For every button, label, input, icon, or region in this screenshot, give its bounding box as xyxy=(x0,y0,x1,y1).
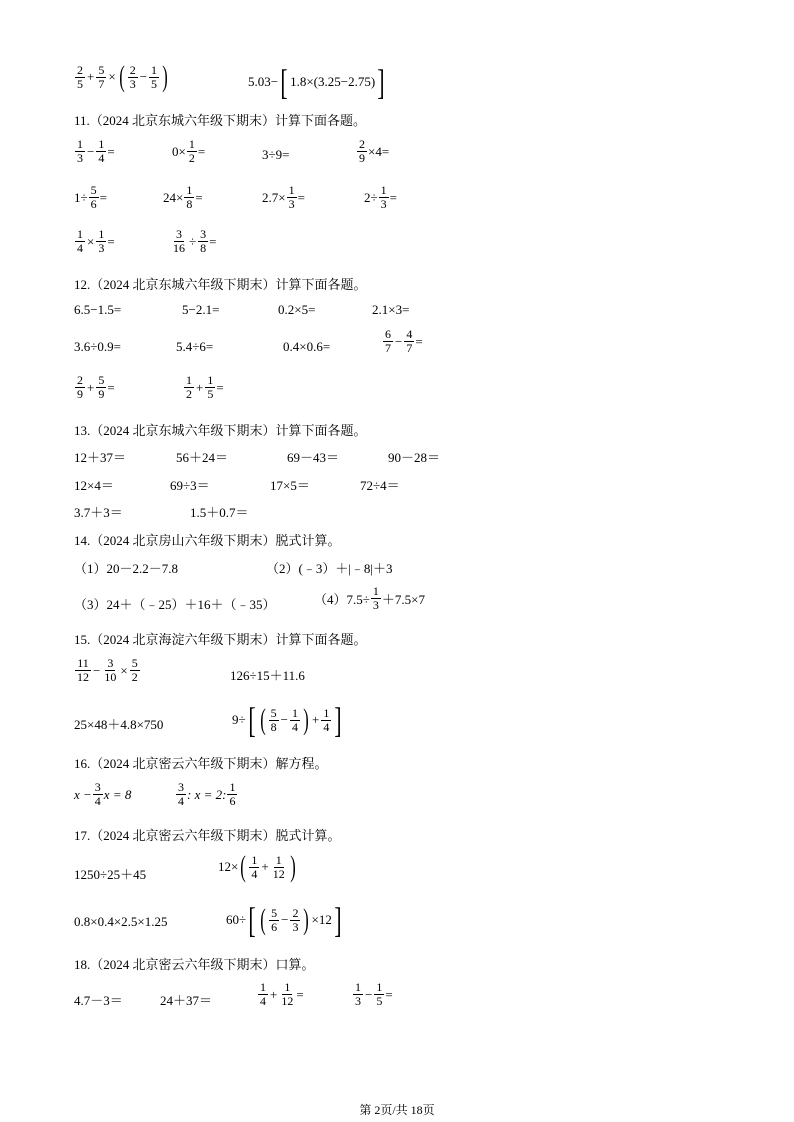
left-bracket: [ xyxy=(280,62,288,102)
fraction xyxy=(290,707,300,734)
fraction xyxy=(130,657,140,684)
fraction xyxy=(290,907,300,934)
numerator: 2 xyxy=(77,373,83,387)
expression-text: ×12 xyxy=(311,912,332,927)
expression-text: ＋7.5×7 xyxy=(381,592,425,607)
numerator: 3 xyxy=(94,780,101,794)
operator: − xyxy=(280,712,288,727)
numerator: 2 xyxy=(292,905,299,920)
denominator: 3 xyxy=(372,598,379,612)
problem-14-3: （3）24＋（﹣25）＋16＋（﹣35） xyxy=(74,597,276,612)
expression-text: 0× xyxy=(172,143,186,159)
fraction xyxy=(102,657,118,684)
numerator: 5 xyxy=(98,62,105,77)
fraction xyxy=(198,228,208,255)
fraction xyxy=(176,781,186,808)
operator: × xyxy=(120,662,128,678)
denominator: 9 xyxy=(359,151,365,165)
operator: × xyxy=(108,69,116,84)
numerator: 1 xyxy=(151,62,158,77)
denominator: 7 xyxy=(98,76,105,91)
fraction xyxy=(75,138,85,165)
problem-12-2: 5−2.1= xyxy=(182,302,220,317)
right-paren: ) xyxy=(289,850,296,883)
problem-14-1: （1）20－2.2－7.8 xyxy=(74,561,179,576)
problem-12-1: 6.5−1.5= xyxy=(74,302,122,317)
right-bracket: ] xyxy=(334,900,342,940)
expression-text: 2.7× xyxy=(262,189,286,205)
denominator: 9 xyxy=(77,387,83,401)
numerator: 1 xyxy=(77,227,83,241)
denominator: 4 xyxy=(178,794,184,808)
denominator: 8 xyxy=(200,241,207,255)
problem-12-4: 2.1×3= xyxy=(372,302,410,317)
numerator: 1 xyxy=(260,980,266,994)
denominator: 3 xyxy=(380,197,387,211)
problem-13-3: 69－43＝ xyxy=(287,450,340,465)
question-heading-14: 14.（2024 北京房山六年级下期末）脱式计算。 xyxy=(74,533,341,548)
fraction xyxy=(149,64,159,91)
problem-15-4 xyxy=(232,702,344,738)
fraction xyxy=(96,64,106,91)
numerator: 5 xyxy=(271,905,278,920)
fraction xyxy=(321,707,331,734)
numerator: 1 xyxy=(186,373,192,387)
expression-text: 2÷ xyxy=(364,189,378,205)
expression-text: x = 8 xyxy=(103,786,132,802)
denominator: 7 xyxy=(406,341,413,355)
numerator: 1 xyxy=(229,780,236,794)
fraction xyxy=(371,585,381,612)
expression-text: ×4= xyxy=(368,143,390,159)
left-paren: ( xyxy=(240,850,247,883)
denominator: 12 xyxy=(77,670,89,684)
denominator: 12 xyxy=(281,994,294,1008)
fraction xyxy=(374,981,384,1008)
numerator: 1 xyxy=(251,852,258,867)
denominator: 4 xyxy=(98,151,105,165)
numerator: 5 xyxy=(90,183,97,197)
problem-11-6 xyxy=(163,184,203,211)
denominator: 5 xyxy=(151,76,158,91)
expression-text: 5.03− xyxy=(248,74,279,89)
fraction xyxy=(184,374,194,401)
equals-sign: = xyxy=(197,143,206,159)
operator: − xyxy=(281,912,289,927)
numerator: 2 xyxy=(77,62,83,77)
fraction xyxy=(187,138,197,165)
problem-11-10 xyxy=(170,228,216,255)
fraction xyxy=(93,781,103,808)
denominator: 3 xyxy=(355,994,361,1008)
fraction xyxy=(227,781,237,808)
fraction xyxy=(269,707,279,734)
fraction xyxy=(279,981,295,1008)
fraction xyxy=(379,184,389,211)
fraction xyxy=(287,184,297,211)
numerator: 1 xyxy=(77,137,83,151)
left-paren: ( xyxy=(259,703,266,736)
expression-text: x − xyxy=(74,786,92,802)
denominator: 8 xyxy=(186,197,193,211)
fraction xyxy=(89,184,99,211)
numerator: 1 xyxy=(98,227,105,241)
problem-18-3 xyxy=(257,981,304,1008)
expression-text: : x = 2: xyxy=(187,786,227,802)
fraction xyxy=(96,374,106,401)
right-bracket: ] xyxy=(334,700,342,740)
expression-text: 24× xyxy=(163,189,184,205)
operator: + xyxy=(87,379,95,395)
right-paren: ) xyxy=(303,703,309,736)
problem-13-6: 69÷3＝ xyxy=(170,478,210,493)
operator: + xyxy=(261,859,269,874)
question-heading-12: 12.（2024 北京东城六年级下期末）计算下面各题。 xyxy=(74,277,367,292)
fraction xyxy=(357,138,367,165)
problem-13-10: 1.5＋0.7＝ xyxy=(190,505,249,520)
problem-12-8 xyxy=(382,328,423,355)
problem-14-2: （2）(﹣3）＋|﹣8|＋3 xyxy=(266,561,393,576)
problem-12-7: 0.4×0.6= xyxy=(283,339,331,354)
fraction xyxy=(269,907,279,934)
denominator: 3 xyxy=(77,151,83,165)
equals-sign: = xyxy=(209,233,217,249)
expression-top-1 xyxy=(74,62,170,92)
problem-18-4 xyxy=(352,981,393,1008)
problem-13-2: 56＋24＝ xyxy=(176,450,229,465)
denominator: 2 xyxy=(131,670,138,684)
denominator: 7 xyxy=(385,341,391,355)
denominator: 2 xyxy=(188,151,195,165)
fraction xyxy=(404,328,414,355)
numerator: 1 xyxy=(323,705,330,720)
operator: + xyxy=(270,986,278,1002)
expression-top-2 xyxy=(248,64,387,100)
numerator: 2 xyxy=(359,137,365,151)
numerator: 3 xyxy=(176,227,182,241)
numerator: 1 xyxy=(188,137,195,151)
expression-text: 1.8×(3.25−2.75) xyxy=(290,74,376,89)
denominator: 4 xyxy=(77,241,83,255)
problem-11-8 xyxy=(364,184,397,211)
left-paren: ( xyxy=(260,903,266,936)
fraction xyxy=(249,854,259,881)
denominator: 2 xyxy=(186,387,192,401)
problem-17-4 xyxy=(226,902,344,938)
fraction xyxy=(171,228,187,255)
numerator: 5 xyxy=(270,705,277,720)
problem-12-6: 5.4÷6= xyxy=(176,339,214,354)
problem-13-5: 12×4＝ xyxy=(74,478,114,493)
numerator: 1 xyxy=(275,852,282,867)
operator: × xyxy=(87,233,95,249)
fraction xyxy=(271,854,287,881)
expression-text: 9÷ xyxy=(232,712,246,727)
problem-16-2 xyxy=(175,781,238,808)
left-bracket: [ xyxy=(248,900,256,940)
denominator: 12 xyxy=(272,866,285,881)
expression-text: 12× xyxy=(218,859,239,874)
fraction xyxy=(205,374,215,401)
numerator: 4 xyxy=(406,327,413,341)
problem-11-4 xyxy=(356,138,389,165)
problem-15-1 xyxy=(74,657,141,684)
problem-15-2: 126÷15＋11.6 xyxy=(230,668,305,683)
fraction xyxy=(75,64,85,91)
equals-sign: = xyxy=(389,189,397,205)
denominator: 5 xyxy=(77,76,83,91)
right-paren: ) xyxy=(162,60,168,93)
equals-sign: = xyxy=(385,986,393,1002)
numerator: 2 xyxy=(129,62,136,77)
denominator: 6 xyxy=(271,919,278,934)
page-footer: 第 2页/共 18页 xyxy=(359,1103,435,1117)
numerator: 1 xyxy=(284,980,291,994)
denominator: 16 xyxy=(173,241,185,255)
denominator: 5 xyxy=(376,994,383,1008)
problem-11-3 xyxy=(262,147,289,163)
numerator: 5 xyxy=(131,656,138,670)
operator: + xyxy=(311,712,320,727)
denominator: 6 xyxy=(229,794,236,808)
problem-13-7: 17×5＝ xyxy=(270,478,310,493)
left-bracket: [ xyxy=(248,700,256,740)
question-heading-17: 17.（2024 北京密云六年级下期末）脱式计算。 xyxy=(74,828,341,843)
problem-12-10 xyxy=(183,374,224,401)
numerator: 1 xyxy=(380,183,387,197)
problem-17-1: 1250÷25＋45 xyxy=(74,867,147,882)
denominator: 4 xyxy=(291,719,298,734)
question-heading-11: 11.（2024 北京东城六年级下期末）计算下面各题。 xyxy=(74,113,367,128)
operator: − xyxy=(395,333,403,349)
fraction xyxy=(184,184,194,211)
denominator: 3 xyxy=(292,919,299,934)
numerator: 1 xyxy=(288,183,295,197)
denominator: 4 xyxy=(260,994,266,1008)
denominator: 8 xyxy=(270,719,277,734)
numerator: 1 xyxy=(186,183,193,197)
problem-13-9: 3.7＋3＝ xyxy=(74,505,123,520)
problem-13-4: 90－28＝ xyxy=(388,450,441,465)
denominator: 3 xyxy=(288,197,295,211)
problem-12-9 xyxy=(74,374,115,401)
equals-sign: = xyxy=(99,189,107,205)
expression-text: 3÷9= xyxy=(262,147,290,162)
operator: + xyxy=(196,379,204,395)
fraction xyxy=(96,138,106,165)
equals-sign: = xyxy=(296,986,304,1002)
operator: − xyxy=(93,662,101,678)
operator: + xyxy=(87,69,95,84)
fraction xyxy=(75,374,85,401)
equals-sign: = xyxy=(415,333,423,349)
left-paren: ( xyxy=(118,60,125,93)
question-heading-15: 15.（2024 北京海淀六年级下期末）计算下面各题。 xyxy=(74,632,367,647)
problem-16-1 xyxy=(74,781,131,808)
problem-11-7 xyxy=(262,184,305,211)
equals-sign: = xyxy=(107,379,115,395)
numerator: 6 xyxy=(385,327,391,341)
problem-15-3: 25×48＋4.8×750 xyxy=(74,717,164,732)
numerator: 5 xyxy=(98,373,105,387)
operator: − xyxy=(365,986,373,1002)
fraction xyxy=(128,64,138,91)
right-bracket: ] xyxy=(377,62,385,102)
fraction xyxy=(96,228,106,255)
denominator: 3 xyxy=(129,76,136,91)
problem-17-2 xyxy=(218,852,298,882)
operator: − xyxy=(87,143,95,159)
problem-13-8: 72÷4＝ xyxy=(360,478,400,493)
equals-sign: = xyxy=(195,189,203,205)
numerator: 1 xyxy=(376,980,383,994)
problem-11-2 xyxy=(172,138,205,165)
equals-sign: = xyxy=(107,233,115,249)
fraction xyxy=(75,228,85,255)
fraction xyxy=(353,981,363,1008)
problem-12-5: 3.6÷0.9= xyxy=(74,339,121,354)
expression-text: 1÷ xyxy=(74,189,88,205)
numerator: 3 xyxy=(107,656,114,670)
denominator: 6 xyxy=(90,197,97,211)
numerator: 1 xyxy=(372,584,379,598)
question-heading-16: 16.（2024 北京密云六年级下期末）解方程。 xyxy=(74,756,328,771)
fraction xyxy=(383,328,393,355)
denominator: 4 xyxy=(94,794,101,808)
numerator: 11 xyxy=(77,656,89,670)
problem-11-9 xyxy=(74,228,115,255)
numerator: 1 xyxy=(207,373,214,387)
equals-sign: = xyxy=(107,143,115,159)
problem-12-3: 0.2×5= xyxy=(278,302,316,317)
denominator: 4 xyxy=(323,719,330,734)
expression-text: 60÷ xyxy=(226,912,247,927)
right-paren: ) xyxy=(303,903,310,936)
denominator: 4 xyxy=(251,866,258,881)
equals-sign: = xyxy=(297,189,305,205)
problem-11-5 xyxy=(74,184,107,211)
denominator: 5 xyxy=(207,387,214,401)
question-heading-13: 13.（2024 北京东城六年级下期末）计算下面各题。 xyxy=(74,423,367,438)
denominator: 10 xyxy=(104,670,117,684)
fraction xyxy=(258,981,268,1008)
numerator: 1 xyxy=(291,705,298,720)
problem-13-1: 12＋37＝ xyxy=(74,450,127,465)
problem-18-1: 4.7－3＝ xyxy=(74,993,123,1008)
numerator: 3 xyxy=(178,780,184,794)
equals-sign: = xyxy=(216,379,224,395)
operator: − xyxy=(139,69,148,84)
question-heading-18: 18.（2024 北京密云六年级下期末）口算。 xyxy=(74,957,315,972)
problem-18-2: 24＋37＝ xyxy=(160,993,213,1008)
numerator: 3 xyxy=(200,227,207,241)
denominator: 3 xyxy=(98,241,105,255)
expression-text: （4）7.5÷ xyxy=(314,592,370,607)
numerator: 1 xyxy=(355,980,361,994)
operator: ÷ xyxy=(189,233,197,249)
denominator: 9 xyxy=(98,387,105,401)
problem-14-4 xyxy=(314,585,425,612)
problem-11-1 xyxy=(74,138,115,165)
problem-17-3: 0.8×0.4×2.5×1.25 xyxy=(74,914,168,929)
numerator: 1 xyxy=(98,137,105,151)
fraction xyxy=(75,657,91,684)
